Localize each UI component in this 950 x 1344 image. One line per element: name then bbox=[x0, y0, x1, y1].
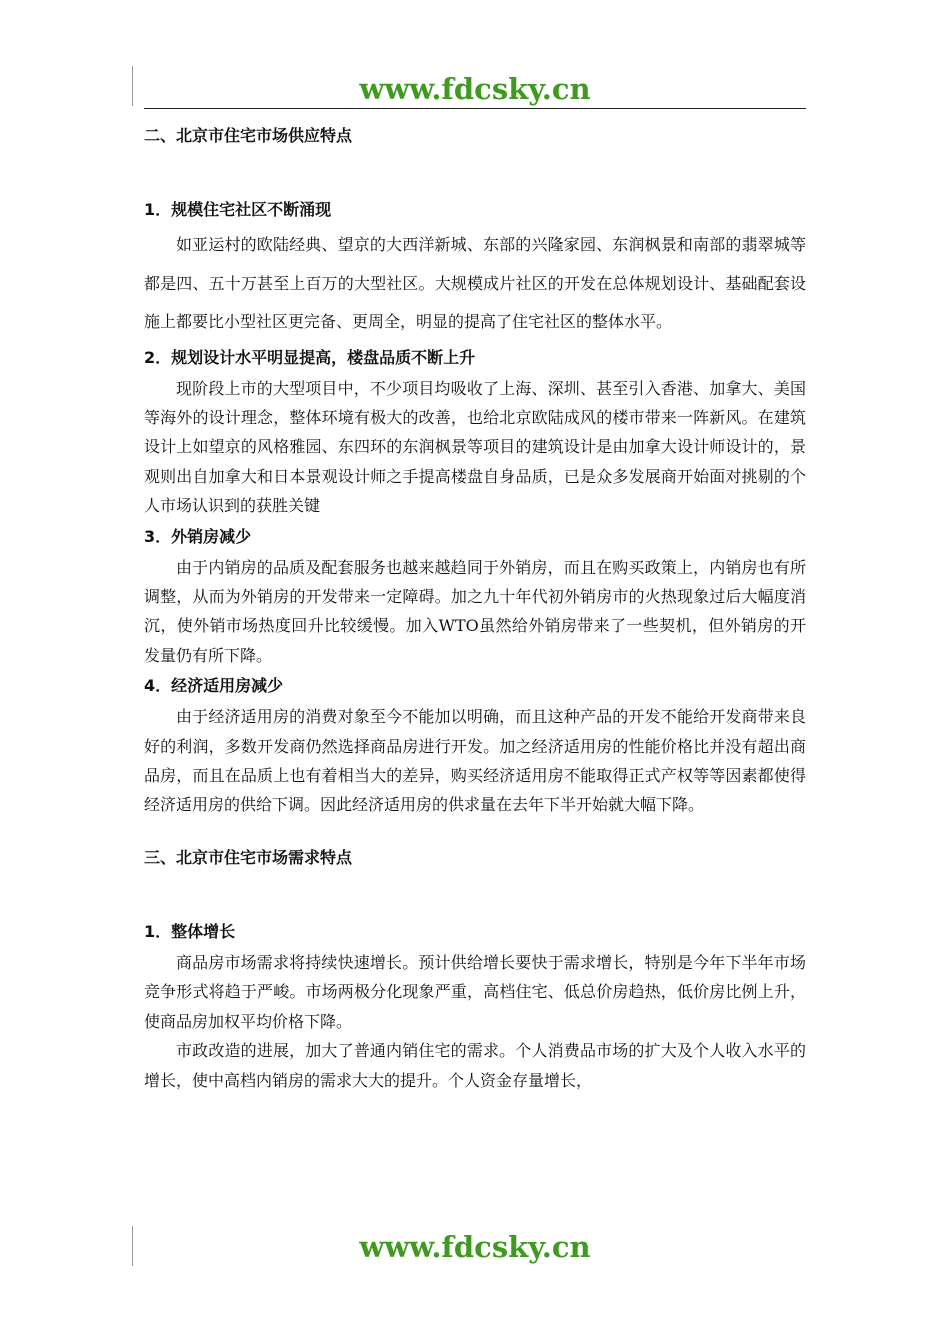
paragraph: 商品房市场需求将持续快速增长。预计供给增长要快于需求增长，特别是今年下半年市场竞争形式将趋于严峻。市场两极分化现象严重，高档住宅、低总价房趋热，低价房比例上升，使商品房加权平均价格下降。 bbox=[144, 952, 806, 1031]
paragraph: 由于经济适用房的消费对象至今不能加以明确，而且这种产品的开发不能给开发商带来良好的利润，多数开发商仍然选择商品房进行开发。加之经济适用房的性能价格比并没有超出商品房，而且在品质上也有着相当大的差异，购买经济适用房不能取得正式产权等等因素都使得经济适用房的供给下调。因此经济适用房的供求量在去年下半开始就大幅下降。 bbox=[144, 707, 806, 815]
subsection-title: 2．规划设计水平明显提高，楼盘品质不断上升 bbox=[144, 347, 476, 367]
subsection-title: 4．经济适用房减少 bbox=[144, 676, 284, 696]
section-title-supply: 二、北京市住宅市场供应特点 bbox=[144, 126, 353, 145]
site-header-url: www.fdcsky.cn bbox=[359, 72, 591, 106]
subsection-title: 3．外销房减少 bbox=[144, 526, 252, 546]
paragraph: 现阶段上市的大型项目中，不少项目均吸收了上海、深圳、甚至引入香港、加拿大、美国等海外的设计理念，整体环境有极大的改善，也给北京欧陆成风的楼市带来一阵新风。在建筑设计上如望京的风格雅园、东四环的东润枫景等项目的建筑设计是由加拿大设计师设计的，景观则出自加拿大和日本景观设计师之手提高楼盘自身品质，已是众多发展商开始面对挑剔的个人市场认识到的获胜关键 bbox=[144, 378, 806, 516]
site-footer-url: www.fdcsky.cn bbox=[359, 1230, 591, 1264]
paragraph: 如亚运村的欧陆经典、望京的大西洋新城、东部的兴隆家园、东润枫景和南部的翡翠城等都是四、五十万甚至上百万的大型社区。大规模成片社区的开发在总体规划设计、基础配套设施上都要比小型社区更完备、更周全，明显的提高了住宅社区的整体水平。 bbox=[144, 235, 806, 331]
spacer bbox=[144, 876, 806, 916]
spacer bbox=[144, 154, 806, 194]
document-body bbox=[144, 118, 806, 1095]
spacer bbox=[144, 820, 806, 840]
paragraph: 市政改造的进展，加大了普通内销住宅的需求。个人消费品市场的扩大及个人收入水平的增长，使中高档内销房的需求大大的提升。个人资金存量增长， bbox=[144, 1041, 806, 1090]
subsection-title: 1．规模住宅社区不断涌现 bbox=[144, 200, 332, 219]
header-rule bbox=[144, 108, 806, 109]
section-title-demand: 三、北京市住宅市场需求特点 bbox=[144, 847, 353, 867]
subsection-title: 1．整体增长 bbox=[144, 921, 236, 941]
paragraph: 由于内销房的品质及配套服务也越来越趋同于外销房，而且在购买政策上，内销房也有所调整，从而为外销房的开发带来一定障碍。加之九十年代初外销房市的火热现象过后大幅度消沉，使外销市场热度回升比较缓慢。加入WTO虽然给外销房带来了一些契机，但外销房的开发量仍有所下降。 bbox=[144, 557, 806, 665]
